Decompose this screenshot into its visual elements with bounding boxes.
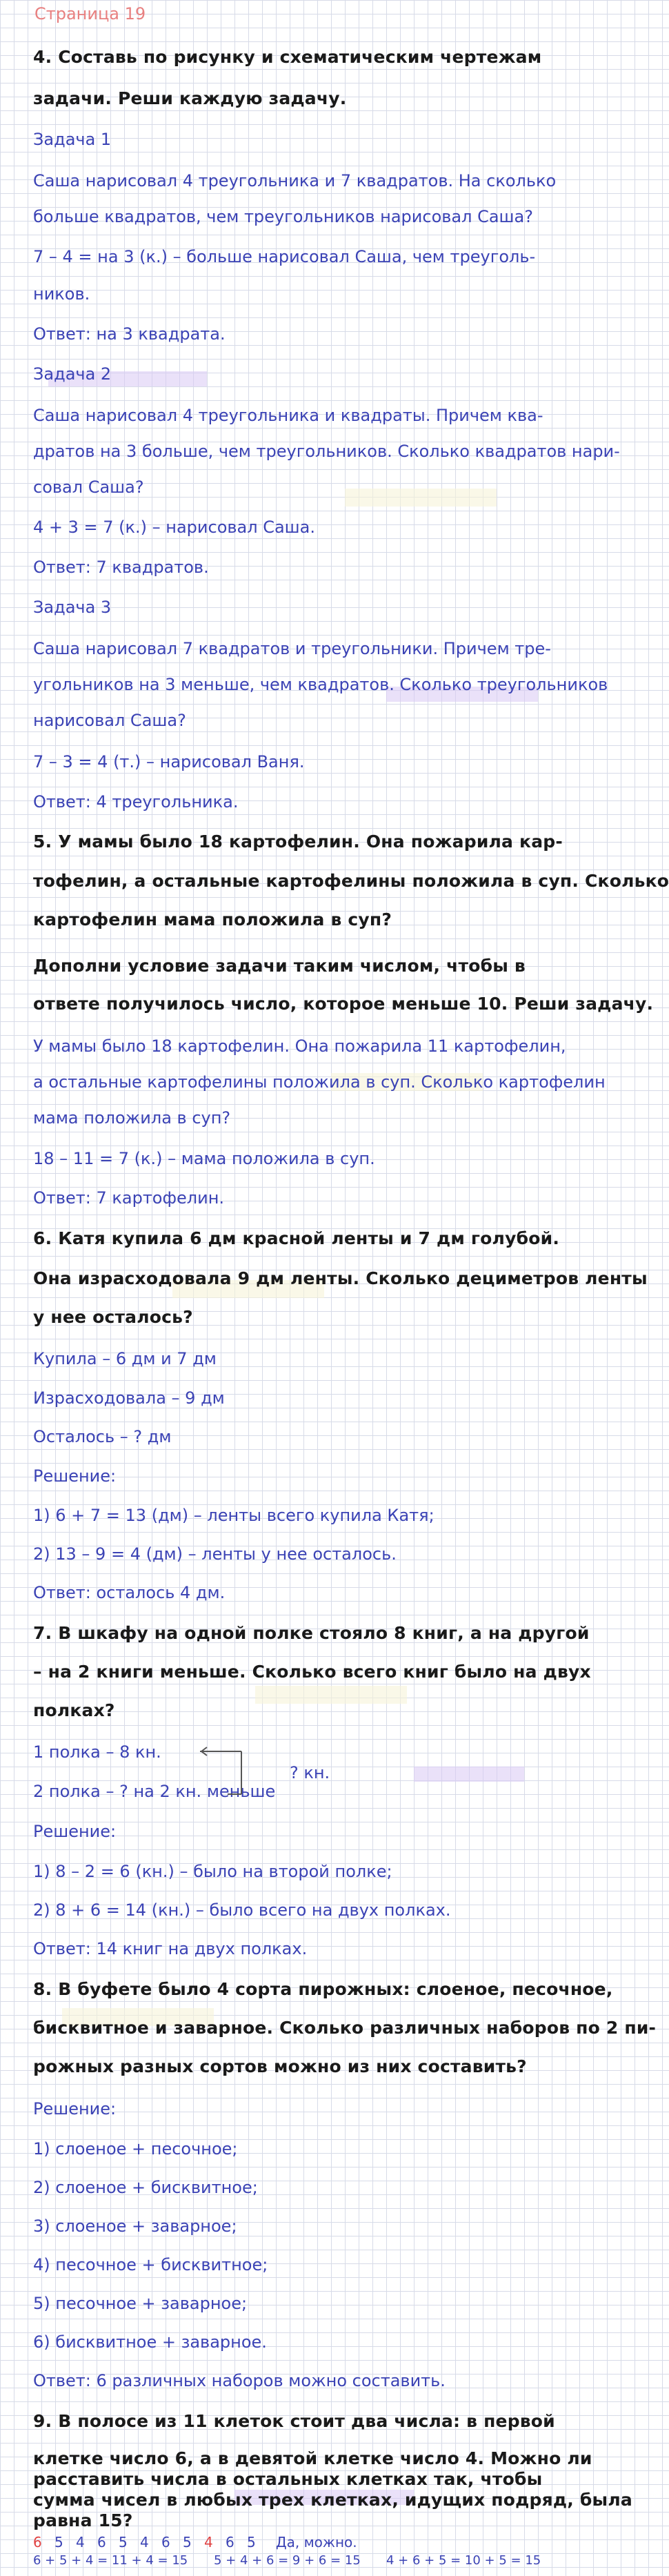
task7-note: 2 полка – ? на 2 кн. меньше xyxy=(33,1782,276,1801)
task9-statement: сумма чисел в любых трех клетках, идущих подряд, была xyxy=(33,2490,632,2510)
task8-solution: 4) песочное + бисквитное; xyxy=(33,2255,268,2274)
task4-problem1-solution: ников. xyxy=(33,284,90,304)
task9-check: 4 + 6 + 5 = 10 + 5 = 15 xyxy=(386,2553,541,2568)
sequence-cell: 4 xyxy=(140,2534,149,2550)
task4-problem3-text: угольников на 3 меньше, чем квадратов. Сколько треугольников xyxy=(33,675,608,694)
task4-problem2-text: дратов на 3 больше, чем треугольников. Сколько квадратов нари- xyxy=(33,442,620,461)
task5-text: а остальные картофелины положила в суп. Сколько картофелин xyxy=(33,1072,606,1092)
task8-solution: 6) бисквитное + заварное. xyxy=(33,2332,267,2352)
task7-statement: 7. В шкафу на одной полке стояло 8 книг, а на другой xyxy=(33,1623,590,1643)
task7-note: 1 полка – 8 кн. xyxy=(33,1742,161,1762)
sequence-cell: 6 xyxy=(226,2534,234,2550)
task6-statement: Она израсходовала 9 дм ленты. Сколько дециметров ленты xyxy=(33,1268,648,1288)
task7-brace-label: ? кн. xyxy=(290,1763,330,1782)
watermark-block xyxy=(255,1686,407,1704)
bracket-diagram xyxy=(200,1739,255,1801)
sequence-cell: 5 xyxy=(54,2534,63,2550)
task8-answer: Ответ: 6 различных наборов можно составить. xyxy=(33,2371,446,2390)
task6-note: Осталось – ? дм xyxy=(33,1427,172,1446)
task7-solution: 2) 8 + 6 = 14 (кн.) – было всего на двух полках. xyxy=(33,1900,451,1920)
sequence-cell: 6 xyxy=(97,2534,106,2550)
task9-answer: Да, можно. xyxy=(276,2534,357,2550)
task5-answer: Ответ: 7 картофелин. xyxy=(33,1188,225,1208)
task8-solution: 3) слоеное + заварное; xyxy=(33,2216,237,2236)
task8-solution: 1) слоеное + песочное; xyxy=(33,2139,238,2159)
task9-statement: 9. В полосе из 11 клеток стоит два числа: в первой xyxy=(33,2411,555,2431)
sequence-cell: 6 xyxy=(161,2534,170,2550)
task8-solution-label: Решение: xyxy=(33,2099,117,2118)
task9-statement: расставить числа в остальных клетках так, чтобы xyxy=(33,2469,543,2489)
sequence-cell: 4 xyxy=(204,2534,213,2550)
highlight-mark xyxy=(414,1767,524,1782)
task5-instruction: ответе получилось число, которое меньше 10. Реши задачу. xyxy=(33,994,654,1014)
task5-solution: 18 – 11 = 7 (к.) – мама положила в суп. xyxy=(33,1149,375,1168)
task9-check: 5 + 4 + 6 = 9 + 6 = 15 xyxy=(214,2553,361,2568)
task6-statement: у нее осталось? xyxy=(33,1307,193,1327)
task9-sequence xyxy=(33,2534,268,2550)
task6-solution: 2) 13 – 9 = 4 (дм) – ленты у нее осталось. xyxy=(33,1544,397,1564)
task5-statement: тофелин, а остальные картофелины положила в суп. Сколько xyxy=(33,871,669,891)
page-title: Страница 19 xyxy=(34,4,146,23)
task7-solution-label: Решение: xyxy=(33,1822,117,1841)
task8-solution: 2) слоеное + бисквитное; xyxy=(33,2178,258,2197)
task6-note: Израсходовала – 9 дм xyxy=(33,1388,225,1408)
task4-problem3-text: нарисовал Саша? xyxy=(33,711,186,730)
task4-problem2-text: Саша нарисовал 4 треугольника и квадраты. Причем ква- xyxy=(33,406,543,425)
task8-statement: бисквитное и заварное. Сколько различных наборов по 2 пи- xyxy=(33,2018,657,2038)
sequence-cell: 5 xyxy=(247,2534,256,2550)
task5-statement: картофелин мама положила в суп? xyxy=(33,910,392,930)
task7-solution: 1) 8 – 2 = 6 (кн.) – было на второй полке; xyxy=(33,1862,392,1881)
watermark-block xyxy=(345,489,497,507)
task5-instruction: Дополни условие задачи таким числом, чтобы в xyxy=(33,956,526,976)
task4-problem2-heading: Задача 2 xyxy=(33,364,112,384)
task4-problem1-heading: Задача 1 xyxy=(33,130,112,149)
task4-problem2-text: совал Саша? xyxy=(33,478,144,497)
task7-statement: – на 2 книги меньше. Сколько всего книг было на двух xyxy=(33,1662,591,1682)
sequence-cell: 5 xyxy=(119,2534,128,2550)
task7-statement: полках? xyxy=(33,1700,115,1720)
sequence-cell: 6 xyxy=(33,2534,42,2550)
task8-statement: рожных разных сортов можно из них составить? xyxy=(33,2056,527,2076)
task4-problem3-text: Саша нарисовал 7 квадратов и треугольники. Причем тре- xyxy=(33,639,551,658)
task5-text: мама положила в суп? xyxy=(33,1108,231,1128)
task4-statement: задачи. Реши каждую задачу. xyxy=(33,88,347,108)
task4-statement: 4. Составь по рисунку и схематическим чертежам xyxy=(33,47,542,67)
task5-text: У мамы было 18 картофелин. Она пожарила 11 картофелин, xyxy=(33,1036,566,1056)
task6-solution: 1) 6 + 7 = 13 (дм) – ленты всего купила Катя; xyxy=(33,1506,435,1525)
task6-answer: Ответ: осталось 4 дм. xyxy=(33,1583,226,1602)
task4-problem2-answer: Ответ: 7 квадратов. xyxy=(33,558,209,577)
task8-solution: 5) песочное + заварное; xyxy=(33,2294,248,2313)
task4-problem3-solution: 7 – 3 = 4 (т.) – нарисовал Ваня. xyxy=(33,752,305,771)
task9-check: 6 + 5 + 4 = 11 + 4 = 15 xyxy=(33,2553,188,2568)
task7-answer: Ответ: 14 книг на двух полках. xyxy=(33,1939,308,1958)
task4-problem3-heading: Задача 3 xyxy=(33,598,112,617)
task6-note: Купила – 6 дм и 7 дм xyxy=(33,1349,217,1368)
task4-problem1-solution: 7 – 4 = на 3 (к.) – больше нарисовал Саша, чем треуголь- xyxy=(33,247,536,266)
task9-statement: равна 15? xyxy=(33,2510,133,2530)
task4-problem3-answer: Ответ: 4 треугольника. xyxy=(33,792,239,812)
task6-statement: 6. Катя купила 6 дм красной ленты и 7 дм голубой. xyxy=(33,1228,560,1248)
task9-statement: клетке число 6, а в девятой клетке число 4. Можно ли xyxy=(33,2448,592,2468)
task8-statement: 8. В буфете было 4 сорта пирожных: слоеное, песочное, xyxy=(33,1979,613,1999)
task4-problem1-answer: Ответ: на 3 квадрата. xyxy=(33,324,226,344)
sequence-cell: 4 xyxy=(76,2534,85,2550)
task4-problem2-solution: 4 + 3 = 7 (к.) – нарисовал Саша. xyxy=(33,518,315,537)
task4-problem1-text: больше квадратов, чем треугольников нарисовал Саша? xyxy=(33,207,533,226)
task6-solution-label: Решение: xyxy=(33,1466,117,1486)
task4-problem1-text: Саша нарисовал 4 треугольника и 7 квадратов. На сколько xyxy=(33,171,557,190)
sequence-cell: 5 xyxy=(183,2534,192,2550)
task5-statement: 5. У мамы было 18 картофелин. Она пожарила кар- xyxy=(33,832,563,852)
